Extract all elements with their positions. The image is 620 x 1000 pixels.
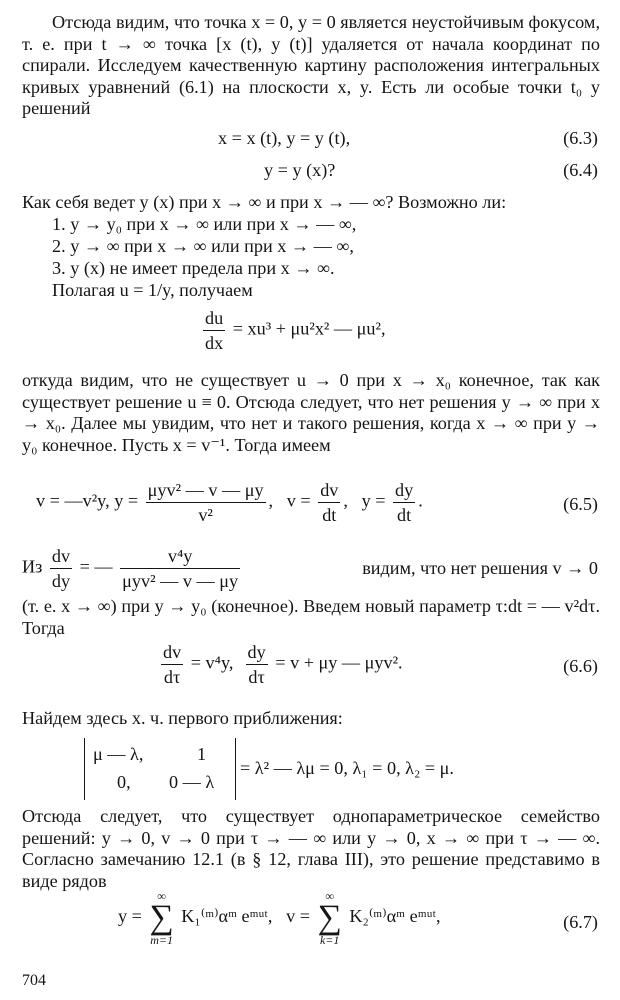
equation-6-6-body	[158, 640, 403, 689]
fraction-denominator: v²	[198, 505, 213, 525]
equation-6-5-comma: ,	[268, 490, 274, 511]
fraction-numerator: dy	[393, 478, 415, 503]
sum-symbol-k	[318, 890, 342, 946]
inline-equation-iz-body	[22, 544, 243, 593]
sigma-icon: ∑	[149, 899, 174, 936]
equation-du-dx-body	[200, 306, 386, 355]
equation-6-5	[0, 478, 620, 538]
equation-6-7-term-2: K₂⁽ᵐ⁾αᵐ eᵐᵘᵗ,	[349, 906, 441, 927]
equation-6-5-part-a: v = —v²y,	[36, 490, 110, 511]
paragraph-tail-text: видим, что нет решения v → 0	[362, 558, 598, 578]
fraction-numerator: dy	[246, 640, 268, 665]
equation-6-5-part-b: y =	[114, 490, 139, 511]
fraction-numerator: μyv² — v — μy	[146, 478, 266, 503]
sum-upper-limit: ∞	[157, 889, 166, 903]
equation-6-3-number: (6.3)	[563, 128, 598, 148]
equation-6-3-body: x = x (t), y = y (t),	[218, 128, 351, 148]
fraction-dv-dy	[50, 544, 72, 593]
fraction-denominator: dx	[205, 333, 224, 353]
equation-6-6	[0, 640, 620, 700]
list-item: 3. y (x) не имеет предела при x → ∞.	[52, 258, 335, 278]
determinant-result: = λ² — λμ = 0, λ₁ = 0, λ₂ = μ.	[240, 758, 454, 778]
fraction-numerator: dv	[161, 640, 183, 665]
fraction-numerator: du	[203, 306, 225, 331]
equation-6-7-number: (6.7)	[563, 912, 598, 932]
fraction-dv-dt	[318, 478, 340, 527]
determinant-cell: μ — λ,	[93, 744, 144, 764]
fraction-dv-dtau	[161, 640, 183, 689]
paragraph-lead-word: Из	[22, 556, 43, 577]
equation-6-4-number: (6.4)	[563, 160, 598, 180]
list-item: 1. y → y₀ при x → ∞ или при x → — ∞,	[52, 214, 357, 234]
paragraph-new-parameter: (т. е. x → ∞) при y → y₀ (конечное). Введем новый параметр τ:dt = — v²dτ. Тогда	[22, 596, 600, 638]
equation-6-4-body: y = y (x)?	[264, 160, 336, 180]
equation-6-7	[0, 890, 620, 960]
equation-6-7-body	[118, 890, 441, 946]
page-number: 704	[22, 972, 46, 989]
fraction-numerator: dv	[318, 478, 340, 503]
paragraph-first-approx: Найдем здесь х. ч. первого приближения:	[22, 708, 343, 728]
determinant-matrix	[84, 738, 236, 800]
fraction-denominator: dt	[322, 505, 337, 525]
equation-6-5-part-d: v =	[286, 490, 311, 511]
paragraph-question: Как себя ведет y (x) при x → ∞ и при x → — ∞? Возможно ли:	[22, 192, 507, 212]
paragraph-family: Отсюда следует, что существует однопараметрическое семейство решений: y → 0, v → 0 при τ → — ∞ или y → 0, x → ∞ при τ → — ∞. Согласно замечанию 12.1 (в § 12, глава III), это решение представимо в виде рядов	[22, 806, 600, 891]
fraction-numerator: v⁴y	[120, 544, 240, 569]
fraction-dy-dt	[393, 478, 415, 527]
determinant-cell: 1	[197, 744, 207, 764]
paragraph-analysis: откуда видим, что не существует u → 0 при x → x₀ конечное, так как существует решение u ≡ 0. Отсюда следует, что нет решения y → ∞ при x → x₀. Далее мы увидим, что нет и такого решения, когда x → ∞ при y → y₀ конечное. Пусть x = v⁻¹. Тогда имеем	[22, 370, 600, 455]
equation-6-5-body: v = —v²y, y = $\frac{\text{μyv² — v — μy}}{\text{v²}}$ , v = $\frac{dv}{dt}$ , y = $\frac{dy}{dt}$ .	[36, 480, 423, 525]
fraction-6-5-main	[146, 478, 266, 527]
sigma-icon: ∑	[317, 899, 342, 936]
equation-6-5-comma-2: ,	[343, 490, 348, 511]
fraction-dy-dtau	[246, 640, 268, 689]
equation-6-4	[0, 160, 620, 190]
list-item: 2. y → ∞ при x → ∞ или при x → — ∞,	[52, 236, 354, 256]
fraction-v4y	[120, 544, 240, 593]
equation-6-7-y: y =	[118, 906, 142, 927]
fraction-denominator: μyv² — v — μy	[122, 571, 239, 591]
paragraph-substitution: Полагая u = 1/y, получаем	[52, 280, 253, 300]
equation-6-7-v: v =	[286, 906, 311, 927]
equation-du-dx	[0, 306, 620, 362]
sum-lower-limit: m=1	[150, 933, 173, 947]
determinant-cell: 0 — λ	[169, 772, 215, 792]
equation-6-6-mid: = v⁴y,	[190, 652, 234, 673]
equation-6-3	[0, 128, 620, 158]
equation-6-7-term-1: K₁⁽ᵐ⁾αᵐ eᵐᵘᵗ,	[181, 906, 273, 927]
inline-equation-eq-sign: = —	[79, 556, 113, 577]
fraction-denominator: dτ	[163, 667, 181, 687]
equation-6-6-number: (6.6)	[563, 656, 598, 676]
sum-lower-limit: k=1	[319, 933, 340, 947]
fraction-numerator: dv	[50, 544, 72, 569]
fraction-du-dx	[203, 306, 225, 355]
paragraph-intro: Отсюда видим, что точка x = 0, y = 0 является неустойчивым фокусом, т. е. при t → ∞ точка [x (t), y (t)] удаляется от начала координат по спирали. Исследуем качественную картину расположения интегральных кривых уравнений (6.1) на плоскости x, y. Есть ли особые точки t₀ у решений	[22, 12, 600, 118]
sum-upper-limit: ∞	[325, 889, 334, 903]
fraction-denominator: dy	[51, 571, 71, 591]
equation-6-5-number: (6.5)	[563, 494, 598, 514]
inline-equation-iz	[0, 544, 620, 600]
determinant-cell: 0,	[117, 772, 131, 792]
equation-6-5-part-f: y =	[361, 490, 386, 511]
fraction-denominator: dt	[397, 505, 412, 525]
sum-symbol-m	[149, 890, 173, 946]
equation-du-dx-rhs: = xu³ + μu²x² — μu²,	[232, 318, 386, 339]
fraction-denominator: dτ	[248, 667, 265, 687]
equation-6-6-rhs: = v + μy — μyv².	[275, 652, 403, 673]
